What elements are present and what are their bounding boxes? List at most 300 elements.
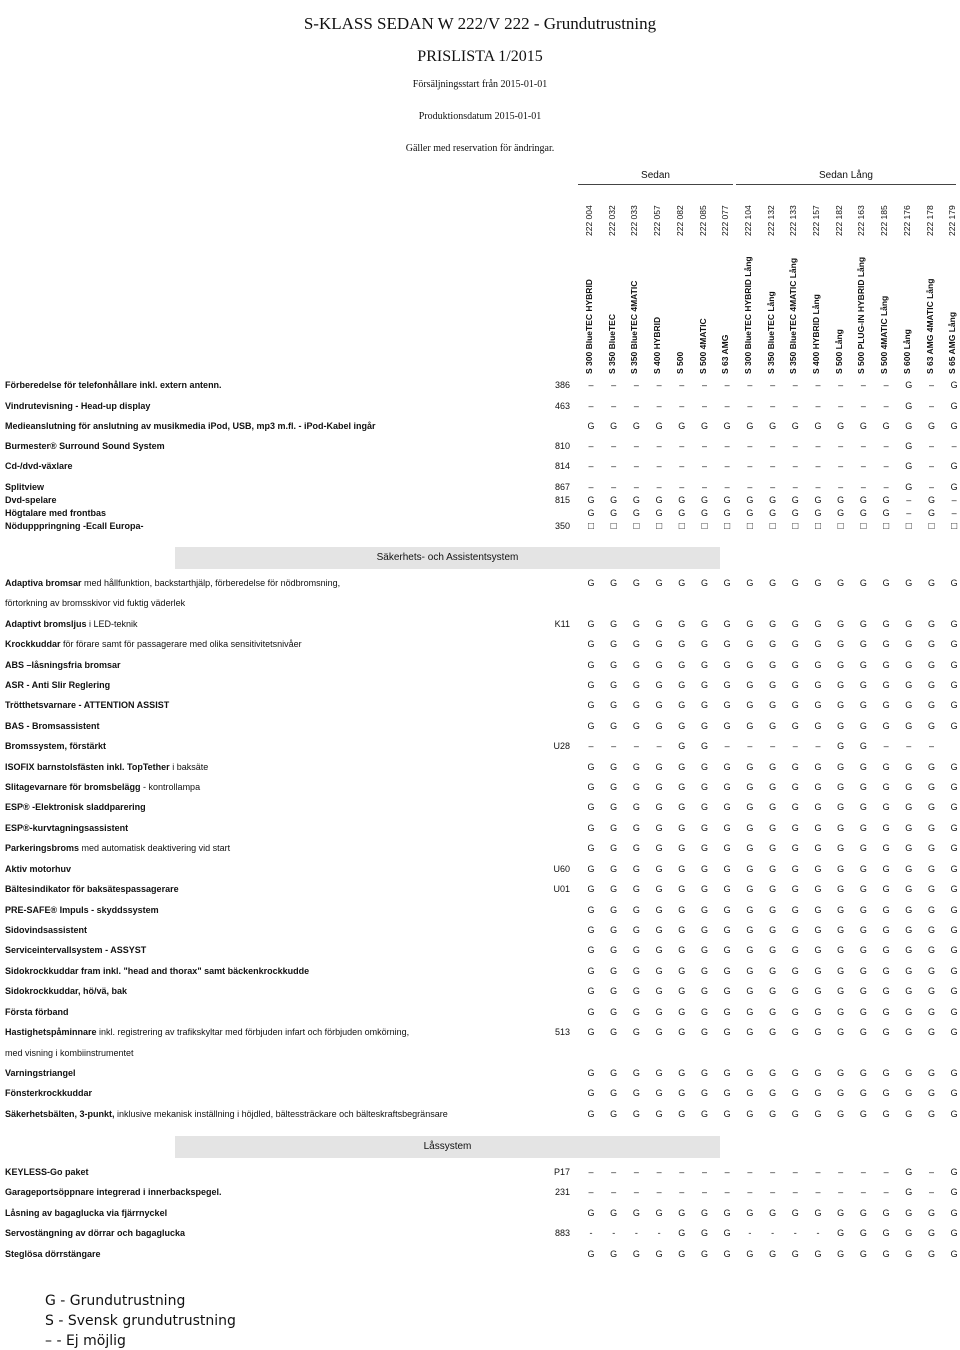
table-row xyxy=(0,721,960,735)
equipment-cell: G xyxy=(678,421,686,431)
equipment-cell: – xyxy=(747,380,753,390)
equipment-cell: G xyxy=(950,1109,958,1119)
equipment-cell: G xyxy=(837,782,845,792)
equipment-cell: G xyxy=(859,619,867,629)
equipment-cell: □ xyxy=(769,521,776,532)
equipment-cell: G xyxy=(769,1068,777,1078)
equipment-cell: – xyxy=(724,1187,730,1197)
equipment-cell: – xyxy=(656,1167,662,1177)
equipment-cell: – xyxy=(747,401,753,411)
row-label xyxy=(5,945,146,955)
equipment-cell: G xyxy=(837,1249,845,1259)
equipment-cell: G xyxy=(791,986,799,996)
equipment-cell: G xyxy=(814,578,822,588)
model-name: S 500 PLUG-IN HYBRID Lång xyxy=(856,256,867,374)
table-row xyxy=(0,762,960,776)
equipment-cell: G xyxy=(769,802,777,812)
equipment-cell: – xyxy=(906,741,912,751)
equipment-cell: G xyxy=(723,945,731,955)
equipment-cell: G xyxy=(859,986,867,996)
equipment-cell: G xyxy=(587,680,595,690)
equipment-cell: G xyxy=(950,864,958,874)
equipment-cell: – xyxy=(770,1167,776,1177)
equipment-cell: G xyxy=(678,741,686,751)
equipment-cell: G xyxy=(791,721,799,731)
table-row xyxy=(0,741,960,755)
equipment-cell: – xyxy=(633,482,639,492)
row-label-text: Låsning av bagaglucka via fjärrnyckel xyxy=(5,1208,168,1218)
table-row xyxy=(0,421,960,435)
equipment-cell: G xyxy=(837,1109,845,1119)
equipment-cell: G xyxy=(678,802,686,812)
equipment-cell: G xyxy=(791,905,799,915)
equipment-cell: G xyxy=(905,905,913,915)
equipment-cell: G xyxy=(927,1027,935,1037)
equipment-cell: G xyxy=(859,843,867,853)
equipment-cell: G xyxy=(791,619,799,629)
equipment-cell: G xyxy=(791,700,799,710)
equipment-cell: – xyxy=(633,1167,639,1177)
equipment-cell: G xyxy=(723,864,731,874)
equipment-cell: G xyxy=(700,1249,708,1259)
equipment-cell: G xyxy=(950,782,958,792)
row-label xyxy=(5,762,208,772)
equipment-cell: G xyxy=(905,1208,913,1218)
equipment-cell: G xyxy=(700,421,708,431)
row-label xyxy=(5,619,138,629)
equipment-cell: G xyxy=(791,1068,799,1078)
equipment-cell: – xyxy=(815,1187,821,1197)
equipment-cell: G xyxy=(632,639,640,649)
equipment-cell: G xyxy=(610,639,618,649)
equipment-cell: G xyxy=(746,1088,754,1098)
model-name: S 400 HYBRID Lång xyxy=(811,294,821,374)
equipment-cell: G xyxy=(587,1109,595,1119)
equipment-cell: G xyxy=(632,986,640,996)
equipment-cell: G xyxy=(814,421,822,431)
row-label-text: Medieanslutning för anslutning av musikmedia iPod, USB, mp3 m.fl. - iPod-Kabel ingår xyxy=(5,421,376,431)
equipment-cell: – xyxy=(883,1187,889,1197)
equipment-cell: G xyxy=(587,925,595,935)
equipment-cell: – xyxy=(928,1187,934,1197)
equipment-cell: G xyxy=(678,864,686,874)
equipment-cell: – xyxy=(588,461,594,471)
equipment-cell: G xyxy=(700,1228,708,1238)
equipment-cell: – xyxy=(747,482,753,492)
equipment-cell: G xyxy=(610,884,618,894)
equipment-cell: – xyxy=(792,441,798,451)
equipment-cell: G xyxy=(905,619,913,629)
equipment-cell: G xyxy=(791,823,799,833)
equipment-cell: - xyxy=(816,1228,820,1238)
equipment-cell: G xyxy=(769,986,777,996)
equipment-cell: – xyxy=(633,741,639,751)
row-label-rest: i LED-teknik xyxy=(86,619,138,629)
equipment-cell: G xyxy=(769,660,777,670)
equipment-cell: – xyxy=(656,741,662,751)
row-label xyxy=(5,482,44,492)
equipment-cell: G xyxy=(610,680,618,690)
equipment-cell: G xyxy=(632,884,640,894)
table-row xyxy=(0,1109,960,1123)
equipment-cell: G xyxy=(882,1228,890,1238)
equipment-cell: G xyxy=(723,762,731,772)
table-row xyxy=(0,802,960,816)
equipment-cell: G xyxy=(882,945,890,955)
equipment-cell: G xyxy=(837,905,845,915)
equipment-cell: G xyxy=(746,966,754,976)
equipment-cell: – xyxy=(770,482,776,492)
reservation-note: Gäller med reservation för ändringar. xyxy=(405,143,555,154)
row-label xyxy=(5,521,144,531)
equipment-cell: G xyxy=(700,925,708,935)
equipment-cell: G xyxy=(723,1249,731,1259)
equipment-cell: G xyxy=(700,843,708,853)
equipment-cell: – xyxy=(951,495,957,505)
row-label xyxy=(5,925,87,935)
equipment-cell: G xyxy=(927,966,935,976)
equipment-cell: G xyxy=(655,1068,663,1078)
equipment-cell: G xyxy=(746,721,754,731)
equipment-cell: – xyxy=(883,741,889,751)
equipment-cell: G xyxy=(791,680,799,690)
equipment-cell: G xyxy=(700,1068,708,1078)
equipment-cell: G xyxy=(882,925,890,935)
equipment-cell: G xyxy=(814,495,822,505)
equipment-cell: G xyxy=(632,680,640,690)
row-label-bold: Sidokrockkuddar fram inkl. "head and thorax" samt bäckenkrockkudde xyxy=(5,966,310,976)
row-label xyxy=(5,1068,76,1078)
row-label xyxy=(5,1208,167,1218)
equipment-cell: G xyxy=(814,966,822,976)
equipment-cell: G xyxy=(882,721,890,731)
table-row xyxy=(0,823,960,837)
equipment-cell: G xyxy=(927,762,935,772)
table-row xyxy=(0,1048,960,1062)
row-label xyxy=(5,441,165,451)
equipment-cell: G xyxy=(905,1249,913,1259)
equipment-cell: G xyxy=(927,619,935,629)
model-name: S 300 BlueTEC HYBRID xyxy=(584,279,594,374)
row-label-bold: Trötthetsvarnare - ATTENTION ASSIST xyxy=(5,700,170,710)
equipment-cell: – xyxy=(838,401,844,411)
equipment-cell: G xyxy=(746,1027,754,1037)
equipment-cell: – xyxy=(747,441,753,451)
equipment-cell: G xyxy=(723,925,731,935)
equipment-cell: – xyxy=(838,1167,844,1177)
equipment-cell: G xyxy=(791,945,799,955)
equipment-cell: G xyxy=(927,495,935,505)
equipment-cell: G xyxy=(814,1088,822,1098)
equipment-cell: G xyxy=(837,802,845,812)
row-label-bold: Slitagevarnare för bromsbelägg xyxy=(5,782,141,792)
equipment-cell: G xyxy=(678,945,686,955)
equipment-cell: G xyxy=(655,1109,663,1119)
equipment-cell: G xyxy=(610,802,618,812)
equipment-cell: G xyxy=(610,905,618,915)
equipment-cell: G xyxy=(769,884,777,894)
equipment-cell: G xyxy=(905,1068,913,1078)
option-code: P17 xyxy=(553,1167,570,1177)
equipment-cell: – xyxy=(883,461,889,471)
equipment-cell: G xyxy=(678,986,686,996)
equipment-cell: G xyxy=(859,660,867,670)
equipment-cell: G xyxy=(882,639,890,649)
equipment-cell: G xyxy=(678,1027,686,1037)
equipment-cell: G xyxy=(700,762,708,772)
equipment-cell: G xyxy=(678,843,686,853)
equipment-cell: G xyxy=(927,925,935,935)
equipment-cell: – xyxy=(611,380,617,390)
equipment-cell: – xyxy=(928,441,934,451)
equipment-cell: G xyxy=(769,700,777,710)
model-code: 222 179 xyxy=(947,205,958,236)
equipment-cell: G xyxy=(950,1249,958,1259)
equipment-cell: G xyxy=(905,802,913,812)
table-row xyxy=(0,1068,960,1082)
equipment-cell: G xyxy=(837,1027,845,1037)
equipment-cell: G xyxy=(837,1068,845,1078)
equipment-cell: G xyxy=(905,986,913,996)
row-label-bold: Parkeringsbroms xyxy=(5,843,80,853)
model-code: 222 178 xyxy=(924,205,935,236)
equipment-cell: G xyxy=(769,782,777,792)
equipment-cell: G xyxy=(769,639,777,649)
equipment-cell: G xyxy=(678,1068,686,1078)
equipment-cell: G xyxy=(678,1208,686,1218)
equipment-cell: □ xyxy=(610,521,617,532)
equipment-cell: G xyxy=(723,1027,731,1037)
equipment-cell: G xyxy=(610,782,618,792)
row-label-bold: Adaptivt bromsljus xyxy=(5,619,87,629)
row-label-bold: ESP®-kurvtagningsassistent xyxy=(5,823,129,833)
equipment-cell: G xyxy=(927,1068,935,1078)
row-label-bold: ESP® -Elektronisk sladdparering xyxy=(5,802,146,812)
equipment-cell: G xyxy=(610,508,618,518)
equipment-cell: G xyxy=(632,823,640,833)
equipment-cell: G xyxy=(950,619,958,629)
equipment-cell: G xyxy=(837,1228,845,1238)
equipment-cell: G xyxy=(610,823,618,833)
equipment-cell: G xyxy=(882,495,890,505)
equipment-cell: G xyxy=(814,802,822,812)
equipment-cell: G xyxy=(655,945,663,955)
equipment-cell: G xyxy=(587,1007,595,1017)
equipment-cell: – xyxy=(951,441,957,451)
equipment-cell: G xyxy=(746,986,754,996)
equipment-cell: G xyxy=(700,905,708,915)
equipment-cell: G xyxy=(950,639,958,649)
equipment-cell: G xyxy=(678,495,686,505)
equipment-cell: G xyxy=(837,421,845,431)
equipment-cell: - xyxy=(612,1228,616,1238)
table-row xyxy=(0,1167,960,1181)
row-label-bold: Varningstriangel xyxy=(5,1068,76,1078)
equipment-cell: G xyxy=(746,700,754,710)
equipment-cell: G xyxy=(700,1027,708,1037)
equipment-cell: G xyxy=(723,966,731,976)
table-row xyxy=(0,966,960,980)
equipment-cell: G xyxy=(587,1249,595,1259)
equipment-cell: G xyxy=(927,1109,935,1119)
equipment-cell: G xyxy=(882,421,890,431)
equipment-cell: G xyxy=(927,945,935,955)
row-label-rest: för förare samt för passagerare med olika sensitivitetsnivåer xyxy=(60,639,302,649)
equipment-cell: □ xyxy=(928,521,935,532)
equipment-cell: G xyxy=(746,1109,754,1119)
sales-start: Försäljningsstart från 2015-01-01 xyxy=(412,79,548,90)
equipment-cell: G xyxy=(791,495,799,505)
equipment-cell: G xyxy=(632,495,640,505)
equipment-cell: – xyxy=(701,380,707,390)
table-row xyxy=(0,508,960,522)
equipment-cell: – xyxy=(588,1167,594,1177)
equipment-cell: G xyxy=(905,700,913,710)
equipment-cell: – xyxy=(815,380,821,390)
model-name: S 300 BlueTEC HYBRID Lång xyxy=(742,256,753,374)
equipment-cell: G xyxy=(837,1007,845,1017)
equipment-cell: G xyxy=(814,884,822,894)
equipment-cell: G xyxy=(837,721,845,731)
equipment-cell: G xyxy=(837,508,845,518)
equipment-cell: – xyxy=(792,1187,798,1197)
row-label xyxy=(5,905,159,915)
equipment-cell: G xyxy=(587,884,595,894)
equipment-cell: – xyxy=(611,401,617,411)
equipment-cell: G xyxy=(791,639,799,649)
equipment-cell: G xyxy=(746,823,754,833)
equipment-cell: G xyxy=(632,508,640,518)
equipment-cell: G xyxy=(814,1109,822,1119)
equipment-cell: G xyxy=(632,660,640,670)
equipment-cell: G xyxy=(905,660,913,670)
equipment-cell: – xyxy=(633,461,639,471)
equipment-cell: G xyxy=(610,1208,618,1218)
row-label xyxy=(5,598,185,608)
equipment-cell: G xyxy=(678,1109,686,1119)
row-label-bold: Bromssystem, förstärkt xyxy=(5,741,107,751)
equipment-cell: G xyxy=(905,1027,913,1037)
equipment-cell: G xyxy=(927,1007,935,1017)
row-label xyxy=(5,1249,101,1259)
equipment-cell: G xyxy=(632,578,640,588)
equipment-cell: G xyxy=(769,578,777,588)
equipment-cell: G xyxy=(769,864,777,874)
equipment-cell: G xyxy=(927,700,935,710)
equipment-cell: G xyxy=(905,680,913,690)
equipment-cell: G xyxy=(746,508,754,518)
equipment-cell: G xyxy=(905,823,913,833)
equipment-cell: G xyxy=(927,421,935,431)
equipment-cell: G xyxy=(655,1249,663,1259)
equipment-cell: □ xyxy=(905,521,912,532)
row-label xyxy=(5,401,150,411)
equipment-cell: G xyxy=(927,639,935,649)
equipment-cell: – xyxy=(792,482,798,492)
equipment-cell: G xyxy=(927,680,935,690)
model-code: 222 157 xyxy=(811,205,821,236)
option-code: 814 xyxy=(554,461,570,471)
equipment-cell: G xyxy=(950,1027,958,1037)
table-row xyxy=(0,1187,960,1201)
equipment-cell: – xyxy=(679,380,685,390)
model-code: 222 033 xyxy=(629,205,640,236)
equipment-cell: □ xyxy=(587,521,595,532)
equipment-cell: G xyxy=(905,401,913,411)
equipment-cell: G xyxy=(587,1208,595,1218)
equipment-cell: □ xyxy=(656,521,663,532)
equipment-cell: G xyxy=(859,495,867,505)
equipment-cell: G xyxy=(927,986,935,996)
equipment-cell: – xyxy=(838,441,844,451)
equipment-cell: G xyxy=(700,966,708,976)
equipment-cell: G xyxy=(746,925,754,935)
equipment-cell: G xyxy=(655,966,663,976)
row-label-bold: Säkerhetsbälten, 3-punkt, xyxy=(5,1109,115,1119)
equipment-cell: G xyxy=(632,1208,640,1218)
equipment-cell: – xyxy=(611,441,617,451)
equipment-cell: G xyxy=(746,495,754,505)
equipment-cell: G xyxy=(791,864,799,874)
equipment-cell: G xyxy=(882,823,890,833)
equipment-cell: G xyxy=(587,721,595,731)
equipment-cell: – xyxy=(815,1167,821,1177)
equipment-cell: G xyxy=(723,1088,731,1098)
equipment-cell: – xyxy=(928,482,934,492)
equipment-cell: G xyxy=(882,864,890,874)
equipment-cell: G xyxy=(769,721,777,731)
equipment-cell: – xyxy=(928,401,934,411)
equipment-cell: G xyxy=(723,782,731,792)
model-name: S 500 4MATIC Lång xyxy=(879,295,890,374)
option-code: K11 xyxy=(554,619,570,629)
equipment-cell: G xyxy=(655,421,663,431)
equipment-cell: G xyxy=(746,578,754,588)
equipment-cell: G xyxy=(769,905,777,915)
equipment-cell: G xyxy=(678,700,686,710)
equipment-cell: – xyxy=(747,1187,753,1197)
equipment-cell: – xyxy=(724,461,730,471)
equipment-cell: G xyxy=(769,1109,777,1119)
equipment-cell: G xyxy=(905,639,913,649)
equipment-cell: G xyxy=(882,660,890,670)
equipment-cell: G xyxy=(814,823,822,833)
equipment-cell: G xyxy=(723,986,731,996)
equipment-cell: G xyxy=(723,802,731,812)
equipment-cell: G xyxy=(859,925,867,935)
equipment-cell: □ xyxy=(633,521,640,532)
equipment-cell: G xyxy=(632,700,640,710)
equipment-cell: G xyxy=(950,380,958,390)
equipment-cell: – xyxy=(770,441,776,451)
equipment-cell: G xyxy=(814,843,822,853)
equipment-cell: □ xyxy=(746,521,753,532)
row-label-rest: inkl. registrering av trafikskyltar med förbjuden infart och förbjuden omkörning, xyxy=(96,1027,410,1037)
equipment-cell: G xyxy=(700,1208,708,1218)
equipment-cell: G xyxy=(950,1007,958,1017)
equipment-cell: G xyxy=(905,1007,913,1017)
equipment-cell: G xyxy=(610,619,618,629)
equipment-cell: G xyxy=(814,986,822,996)
equipment-cell: G xyxy=(700,945,708,955)
equipment-cell: G xyxy=(700,721,708,731)
equipment-cell: G xyxy=(950,945,958,955)
table-row xyxy=(0,945,960,959)
equipment-cell: G xyxy=(678,619,686,629)
equipment-cell: G xyxy=(950,905,958,915)
equipment-cell: - xyxy=(589,1228,593,1238)
equipment-cell: G xyxy=(746,680,754,690)
